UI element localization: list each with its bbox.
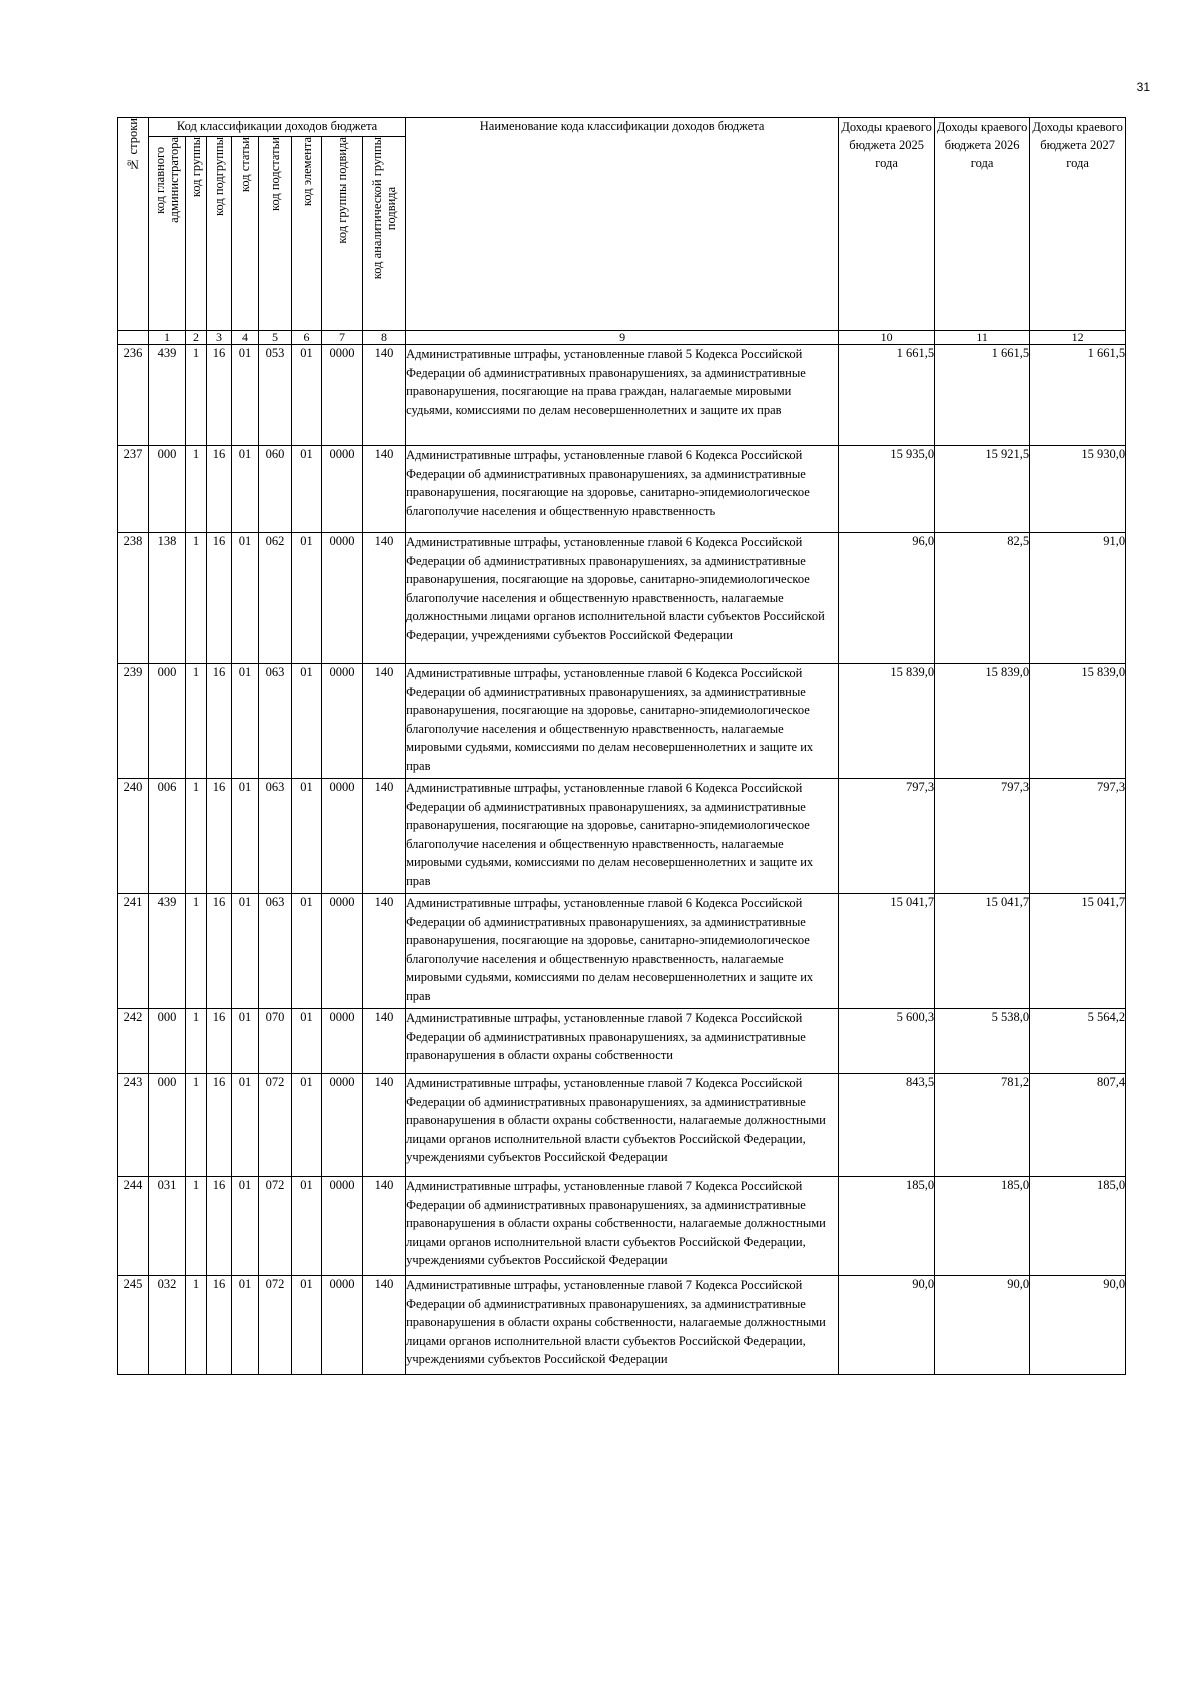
subarticle-code: 070 [259, 1009, 292, 1074]
header-article-code: код статьи [232, 137, 259, 331]
row-number: 239 [118, 664, 149, 779]
subarticle-code: 053 [259, 345, 292, 446]
income-2026: 1 661,5 [935, 345, 1030, 446]
subgroup-code: 16 [207, 1276, 232, 1375]
element-code: 01 [292, 345, 322, 446]
article-code: 01 [232, 345, 259, 446]
header-name: Наименование кода классификации доходов бюджета [406, 118, 839, 331]
column-number-row [118, 331, 1126, 345]
admin-code: 000 [149, 1009, 186, 1074]
column-number: 7 [322, 331, 363, 345]
income-2027: 91,0 [1030, 533, 1126, 664]
admin-code: 439 [149, 894, 186, 1009]
analytic-group-code: 140 [363, 1276, 406, 1375]
table-body [118, 345, 1126, 1375]
income-2026: 797,3 [935, 779, 1030, 894]
group-code: 1 [186, 894, 207, 1009]
element-code: 01 [292, 664, 322, 779]
table-row [118, 446, 1126, 533]
income-2025: 843,5 [839, 1074, 935, 1177]
admin-code: 006 [149, 779, 186, 894]
subtype-group-code: 0000 [322, 1177, 363, 1276]
analytic-group-code: 140 [363, 664, 406, 779]
income-2025: 5 600,3 [839, 1009, 935, 1074]
group-code: 1 [186, 1177, 207, 1276]
income-2025: 90,0 [839, 1276, 935, 1375]
table-row [118, 533, 1126, 664]
table-row [118, 1177, 1126, 1276]
income-2027: 15 041,7 [1030, 894, 1126, 1009]
subtype-group-code: 0000 [322, 446, 363, 533]
group-code: 1 [186, 1009, 207, 1074]
analytic-group-code: 140 [363, 533, 406, 664]
income-2025: 1 661,5 [839, 345, 935, 446]
row-number: 241 [118, 894, 149, 1009]
income-2025: 797,3 [839, 779, 935, 894]
element-code: 01 [292, 1177, 322, 1276]
income-2027: 15 839,0 [1030, 664, 1126, 779]
subtype-group-code: 0000 [322, 1009, 363, 1074]
income-2026: 5 538,0 [935, 1009, 1030, 1074]
row-number: 244 [118, 1177, 149, 1276]
income-name: Административные штрафы, установленные главой 6 Кодекса Российской Федерации об административных правонарушениях, за административные правонарушения, посягающие на здоровье, санитарно-эпидемиологическое благополучие населения и общественную нравственность [406, 446, 839, 533]
column-number: 11 [935, 331, 1030, 345]
subgroup-code: 16 [207, 779, 232, 894]
table-row [118, 1009, 1126, 1074]
element-code: 01 [292, 446, 322, 533]
table-row [118, 779, 1126, 894]
income-2026: 90,0 [935, 1276, 1030, 1375]
analytic-group-code: 140 [363, 779, 406, 894]
row-number: 236 [118, 345, 149, 446]
admin-code: 031 [149, 1177, 186, 1276]
admin-code: 000 [149, 446, 186, 533]
income-2026: 781,2 [935, 1074, 1030, 1177]
row-number: 242 [118, 1009, 149, 1074]
subtype-group-code: 0000 [322, 1074, 363, 1177]
income-2025: 185,0 [839, 1177, 935, 1276]
column-number: 10 [839, 331, 935, 345]
group-code: 1 [186, 446, 207, 533]
header-subarticle-code: код подстатьи [259, 137, 292, 331]
article-code: 01 [232, 1177, 259, 1276]
column-number [118, 331, 149, 345]
analytic-group-code: 140 [363, 345, 406, 446]
header-admin-code: код главного администратора [149, 137, 186, 331]
income-name: Административные штрафы, установленные главой 7 Кодекса Российской Федерации об административных правонарушениях, за административные правонарушения в области охраны собственности, налагаемые должностными лицами органов исполнительной власти субъектов Российской Федерации, учреждениями субъектов Российской Федерации [406, 1177, 839, 1276]
header-income-2025: Доходы краевого бюджета 2025 года [839, 118, 935, 331]
column-number: 5 [259, 331, 292, 345]
subtype-group-code: 0000 [322, 533, 363, 664]
income-name: Административные штрафы, установленные главой 6 Кодекса Российской Федерации об административных правонарушениях, за административные правонарушения, посягающие на здоровье, санитарно-эпидемиологическое благополучие населения и общественную нравственность, налагаемые должностными лицами органов исполнительной власти субъектов Российской Федерации, учреждениями субъектов Российской Федерации [406, 533, 839, 664]
article-code: 01 [232, 779, 259, 894]
subgroup-code: 16 [207, 664, 232, 779]
subarticle-code: 063 [259, 894, 292, 1009]
group-code: 1 [186, 345, 207, 446]
article-code: 01 [232, 1276, 259, 1375]
admin-code: 439 [149, 345, 186, 446]
subgroup-code: 16 [207, 1009, 232, 1074]
income-2026: 15 921,5 [935, 446, 1030, 533]
article-code: 01 [232, 894, 259, 1009]
income-2027: 807,4 [1030, 1074, 1126, 1177]
row-number: 243 [118, 1074, 149, 1177]
income-name: Административные штрафы, установленные главой 7 Кодекса Российской Федерации об административных правонарушениях, за административные правонарушения в области охраны собственности, налагаемые должностными лицами органов исполнительной власти субъектов Российской Федерации, учреждениями субъектов Российской Федерации [406, 1074, 839, 1177]
subtype-group-code: 0000 [322, 664, 363, 779]
column-number: 6 [292, 331, 322, 345]
group-code: 1 [186, 779, 207, 894]
header-group-code: код группы [186, 137, 207, 331]
header-income-2026: Доходы краевого бюджета 2026 года [935, 118, 1030, 331]
admin-code: 032 [149, 1276, 186, 1375]
element-code: 01 [292, 894, 322, 1009]
element-code: 01 [292, 1009, 322, 1074]
subtype-group-code: 0000 [322, 345, 363, 446]
subtype-group-code: 0000 [322, 894, 363, 1009]
income-2027: 185,0 [1030, 1177, 1126, 1276]
column-number: 3 [207, 331, 232, 345]
income-name: Административные штрафы, установленные главой 6 Кодекса Российской Федерации об административных правонарушениях, за административные правонарушения, посягающие на здоровье, санитарно-эпидемиологическое благополучие населения и общественную нравственность, налагаемые мировыми судьями, комиссиями по делам несовершеннолетних и защите их прав [406, 894, 839, 1009]
subgroup-code: 16 [207, 894, 232, 1009]
subarticle-code: 062 [259, 533, 292, 664]
income-2026: 15 839,0 [935, 664, 1030, 779]
subarticle-code: 063 [259, 779, 292, 894]
group-code: 1 [186, 1074, 207, 1177]
admin-code: 000 [149, 1074, 186, 1177]
header-element-code: код элемента [292, 137, 322, 331]
subgroup-code: 16 [207, 1177, 232, 1276]
row-number: 245 [118, 1276, 149, 1375]
column-number: 12 [1030, 331, 1126, 345]
row-number: 237 [118, 446, 149, 533]
analytic-group-code: 140 [363, 1177, 406, 1276]
article-code: 01 [232, 1074, 259, 1177]
subarticle-code: 072 [259, 1074, 292, 1177]
article-code: 01 [232, 446, 259, 533]
income-name: Административные штрафы, установленные главой 5 Кодекса Российской Федерации об административных правонарушениях, за административные правонарушения, посягающие на права граждан, налагаемые мировыми судьями, комиссиями по делам несовершеннолетних и защите их прав [406, 345, 839, 446]
income-2025: 96,0 [839, 533, 935, 664]
column-number: 8 [363, 331, 406, 345]
income-2025: 15 041,7 [839, 894, 935, 1009]
header-classification-code: Код классификации доходов бюджета [149, 118, 406, 137]
table-row [118, 345, 1126, 446]
income-name: Административные штрафы, установленные главой 6 Кодекса Российской Федерации об административных правонарушениях, за административные правонарушения, посягающие на здоровье, санитарно-эпидемиологическое благополучие населения и общественную нравственность, налагаемые мировыми судьями, комиссиями по делам несовершеннолетних и защите их прав [406, 779, 839, 894]
header-row-no: № строки [118, 118, 149, 331]
subarticle-code: 063 [259, 664, 292, 779]
header-subtype-group-code: код группы подвида [322, 137, 363, 331]
subarticle-code: 072 [259, 1177, 292, 1276]
table-row [118, 894, 1126, 1009]
column-number: 2 [186, 331, 207, 345]
subgroup-code: 16 [207, 446, 232, 533]
group-code: 1 [186, 1276, 207, 1375]
group-code: 1 [186, 664, 207, 779]
analytic-group-code: 140 [363, 1009, 406, 1074]
article-code: 01 [232, 1009, 259, 1074]
row-number: 238 [118, 533, 149, 664]
income-2026: 15 041,7 [935, 894, 1030, 1009]
header-income-2027: Доходы краевого бюджета 2027 года [1030, 118, 1126, 331]
subgroup-code: 16 [207, 345, 232, 446]
column-number: 1 [149, 331, 186, 345]
header-subgroup-code: код подгруппы [207, 137, 232, 331]
admin-code: 000 [149, 664, 186, 779]
article-code: 01 [232, 533, 259, 664]
element-code: 01 [292, 1276, 322, 1375]
subgroup-code: 16 [207, 533, 232, 664]
table-row [118, 1074, 1126, 1177]
element-code: 01 [292, 533, 322, 664]
income-2027: 1 661,5 [1030, 345, 1126, 446]
column-number: 9 [406, 331, 839, 345]
income-2025: 15 935,0 [839, 446, 935, 533]
income-2026: 82,5 [935, 533, 1030, 664]
table-row [118, 664, 1126, 779]
column-number: 4 [232, 331, 259, 345]
income-2027: 5 564,2 [1030, 1009, 1126, 1074]
income-name: Административные штрафы, установленные главой 6 Кодекса Российской Федерации об административных правонарушениях, за административные правонарушения, посягающие на здоровье, санитарно-эпидемиологическое благополучие населения и общественную нравственность, налагаемые мировыми судьями, комиссиями по делам несовершеннолетних и защите их прав [406, 664, 839, 779]
article-code: 01 [232, 664, 259, 779]
subtype-group-code: 0000 [322, 1276, 363, 1375]
income-table [117, 117, 1126, 1375]
income-2027: 15 930,0 [1030, 446, 1126, 533]
income-2026: 185,0 [935, 1177, 1030, 1276]
table-row [118, 1276, 1126, 1375]
element-code: 01 [292, 779, 322, 894]
analytic-group-code: 140 [363, 894, 406, 1009]
subgroup-code: 16 [207, 1074, 232, 1177]
analytic-group-code: 140 [363, 1074, 406, 1177]
analytic-group-code: 140 [363, 446, 406, 533]
income-2027: 90,0 [1030, 1276, 1126, 1375]
page-number: 31 [1136, 80, 1150, 94]
row-number: 240 [118, 779, 149, 894]
header-analytic-group-code: код аналитической группы подвида [363, 137, 406, 331]
income-name: Административные штрафы, установленные главой 7 Кодекса Российской Федерации об административных правонарушениях, за административные правонарушения в области охраны собственности, налагаемые должностными лицами органов исполнительной власти субъектов Российской Федерации, учреждениями субъектов Российской Федерации [406, 1276, 839, 1375]
subarticle-code: 072 [259, 1276, 292, 1375]
income-2025: 15 839,0 [839, 664, 935, 779]
admin-code: 138 [149, 533, 186, 664]
table-header [118, 118, 1126, 345]
subtype-group-code: 0000 [322, 779, 363, 894]
income-name: Административные штрафы, установленные главой 7 Кодекса Российской Федерации об административных правонарушениях, за административные правонарушения в области охраны собственности [406, 1009, 839, 1074]
element-code: 01 [292, 1074, 322, 1177]
group-code: 1 [186, 533, 207, 664]
income-2027: 797,3 [1030, 779, 1126, 894]
subarticle-code: 060 [259, 446, 292, 533]
